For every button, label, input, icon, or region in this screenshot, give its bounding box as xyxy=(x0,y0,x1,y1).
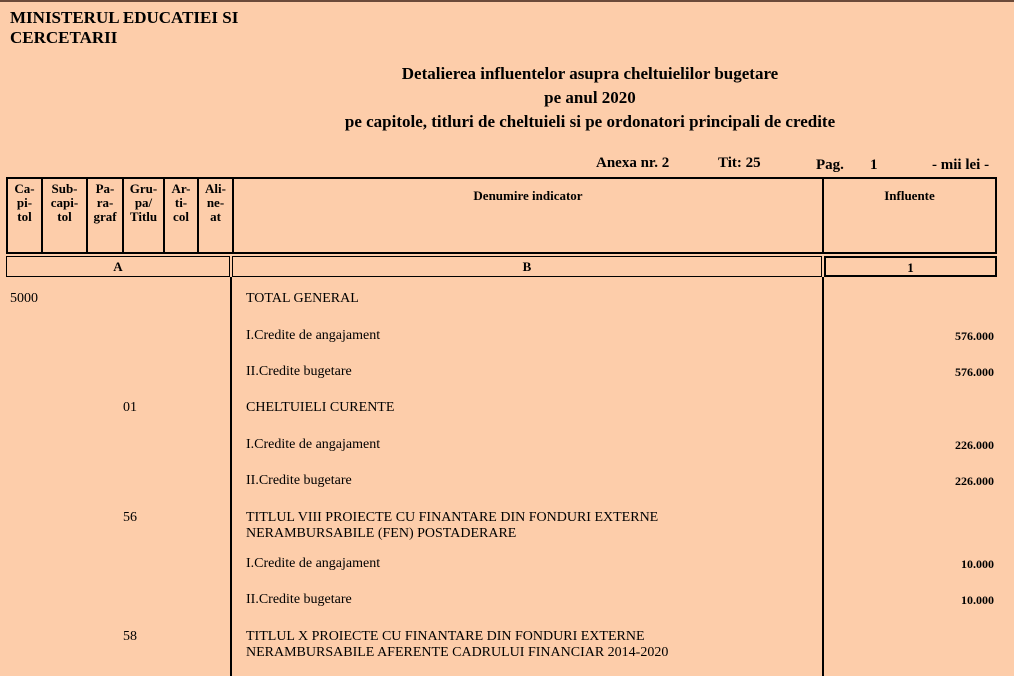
report-title-line-2: pe anul 2020 xyxy=(544,88,636,107)
col-header-grupa: Gru- pa/ Titlu xyxy=(129,181,158,224)
col-header-denumire: Denumire indicator xyxy=(473,188,583,203)
row-code: 58 xyxy=(123,629,137,644)
row-label: TITLUL VIII PROIECTE CU FINANTARE DIN FONDURI EXTERNE xyxy=(246,510,659,525)
row-value: 10.000 xyxy=(961,593,994,607)
column-letter-a: A xyxy=(6,256,230,277)
column-letter-b: B xyxy=(232,256,822,277)
row-code: 01 xyxy=(123,400,137,415)
row-label: TOTAL GENERAL xyxy=(246,291,359,306)
row-code: 5000 xyxy=(10,291,38,306)
row-label: I.Credite de angajament xyxy=(246,437,381,452)
body-divider-right xyxy=(822,277,824,676)
row-value: 576.000 xyxy=(955,365,994,379)
row-value: 226.000 xyxy=(955,438,994,452)
page-label: Pag. xyxy=(816,157,844,173)
row-value: 576.000 xyxy=(955,329,994,343)
row-label: II.Credite bugetare xyxy=(246,473,352,488)
row-label: I.Credite de angajament xyxy=(246,328,381,343)
col-header-paragraf: Pa- ra- graf xyxy=(93,181,117,224)
row-label-continued: NERAMBURSABILE AFERENTE CADRULUI FINANCIAR 2014-2020 xyxy=(246,645,669,660)
column-letter-1: 1 xyxy=(824,256,997,277)
col-header-articol: Ar- ti- col xyxy=(171,181,191,224)
col-header-influente: Influente xyxy=(884,188,935,203)
row-label-continued: NERAMBURSABILE (FEN) POSTADERARE xyxy=(246,526,517,541)
row-label: II.Credite bugetare xyxy=(246,364,352,379)
report-title-line-1: Detalierea influentelor asupra cheltuielilor bugetare xyxy=(401,64,779,83)
table-header xyxy=(6,177,997,254)
row-value: 10.000 xyxy=(961,557,994,571)
row-label: CHELTUIELI CURENTE xyxy=(246,400,395,415)
ministry-name xyxy=(10,8,238,48)
row-value: 226.000 xyxy=(955,474,994,488)
row-label: TITLUL X PROIECTE CU FINANTARE DIN FONDURI EXTERNE xyxy=(246,629,645,644)
row-code: 56 xyxy=(123,510,137,525)
unit-label: - mii lei - xyxy=(932,157,990,173)
row-label: I.Credite de angajament xyxy=(246,556,381,571)
col-header-alineat: Ali- ne- at xyxy=(205,181,226,224)
body-divider-left xyxy=(230,277,232,676)
col-header-subcapitol: Sub- capi- tol xyxy=(50,181,79,224)
col-header-capitol: Ca- pi- tol xyxy=(14,181,35,224)
row-label: II.Credite bugetare xyxy=(246,592,352,607)
ministry-line-2: CERCETARII xyxy=(10,28,118,47)
column-letter-row xyxy=(6,256,997,277)
ministry-line-1: MINISTERUL EDUCATIEI SI xyxy=(10,8,239,27)
annex-number: Anexa nr. 2 xyxy=(596,155,670,171)
page-number: 1 xyxy=(870,157,878,173)
report-title-line-3: pe capitole, titluri de cheltuieli si pe ordonatori principali de credite xyxy=(344,112,836,131)
title-code: Tit: 25 xyxy=(718,155,761,171)
top-border xyxy=(0,0,1014,2)
